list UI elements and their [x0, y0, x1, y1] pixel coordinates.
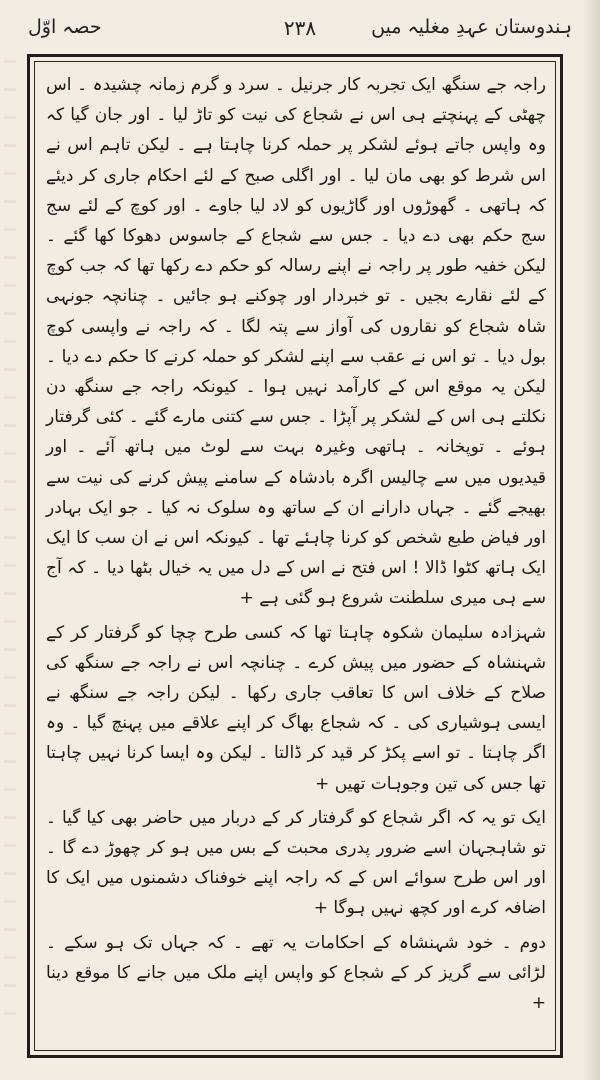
- paragraph: شہزادہ سلیمان شکوہ چاہتا تھا کہ کسی طرح چچا کو گرفتار کر کے شہنشاہ کے حضور میں پیش کرے ۔ چنانچہ اس نے راجہ جے سنگھ کی صلاح کے خلاف اس کا تعاقب جاری رکھا ۔ لیکن راجہ جے سنگھ نے ایسی ہوشیاری کی ۔ کہ شجاع بھاگ کر اپنے علاقے میں پہنچ گیا ۔ وہ اگر چاہتا ۔ تو اسے پکڑ کر قید کر ڈالتا ۔ لیکن وہ ایسا کرنا نہیں چاہتا تھا جس کی تین وجوہات تھیں +: [46, 622, 546, 794]
- page-number: ۲۳۸: [283, 16, 317, 40]
- page-edge-marks: [4, 60, 16, 1040]
- book-title: ہندوستان عہدِ مغلیہ میں: [371, 16, 572, 38]
- part-label: حصہ اوّل: [28, 16, 102, 38]
- paragraph: دوم ۔ خود شہنشاہ کے احکامات یہ تھے ۔ کہ جہاں تک ہو سکے ۔ لڑائی سے گریز کر کے شجاع کو واپس اپنے ملک میں جانے کا موقع دینا +: [46, 932, 546, 1014]
- paragraph: ایک تو یہ کہ اگر شجاع کو گرفتار کر کے دربار میں حاضر بھی کیا گیا ۔ تو شاہجہان اسے ضرور پدری محبت کے بس میں ہو کر چھوڑ دے گا ۔ اور اس طرح سوائے اس کے کہ راجہ اپنے خوفناک دشمنوں میں ایک کا اضافہ کرے اور کچھ نہیں ہوگا +: [46, 807, 546, 919]
- running-head: [28, 8, 572, 52]
- paragraph: راجہ جے سنگھ ایک تجربہ کار جرنیل ۔ سرد و گرم زمانہ چشیدہ ۔ اس چھٹی کے پہنچتے ہی اس نے شجاع کی نیت کو تاڑ لیا ۔ اور جان گیا کہ وہ واپس جاتے ہوئے لشکر پر حملہ کرنا چاہتا ہے ۔ لیکن تاہم اس نے اس شرط کو بھی مان لیا ۔ اور اگلی صبح کے لئے احکام جاری کر دیئے کہ ہاتھی ۔ گھوڑوں اور گاڑیوں کو لاد لیا جاوے ۔ اور کوچ کے لئے سج سج حکم بھی دے دیا ۔ جس سے شجاع کے جاسوس دھوکا کھا گئے ۔ لیکن خفیہ طور پر راجہ نے اپنے رسالہ کو حکم دے رکھا تھا کہ جب کوچ کے لئے نقارے بجیں ۔ تو خبردار اور چوکنے ہو جائیں ۔ چنانچہ جونہی شاہ شجاع کو نقاروں کی آواز سے پتہ لگا ۔ کہ راجہ نے واپسی کوچ بول دیا ۔ تو اس نے عقب سے اپنے لشکر کو حملہ کرنے کا حکم دے دیا ۔ لیکن یہ موقع اس کے کارآمد نہیں ہوا ۔ کیونکہ راجہ جے سنگھ دن نکلتے ہی اس کے لشکر پر آپڑا ۔ جس سے کتنی مارے گئے ۔ کئی گرفتار ہوئے ۔ توپخانہ ۔ ہاتھی وغیرہ بہت سے لوٹ میں ہاتھ آئے ۔ اور قیدیوں میں سے چالیس اگرہ بادشاہ کے سامنے پیش کرنے کی نیت سے بھیجے گئے ۔ جہاں دارانے ان کے ساتھ وہ سلوک نہ کیا ۔ جو ایک بہادر اور فیاض طبع شخص کو کرنا چاہئے تھا ۔ کیونکہ اس نے ان سب کا ایک ایک ہاتھ کٹوا ڈالا ! اس فتح نے اس کے دل میں یہ خیال بٹھا دیا ۔ کہ آج سے ہی میری سلطنت شروع ہو گئی ہے +: [46, 75, 546, 609]
- page-fold-shadow: [584, 0, 600, 1080]
- body-text: [46, 70, 546, 1040]
